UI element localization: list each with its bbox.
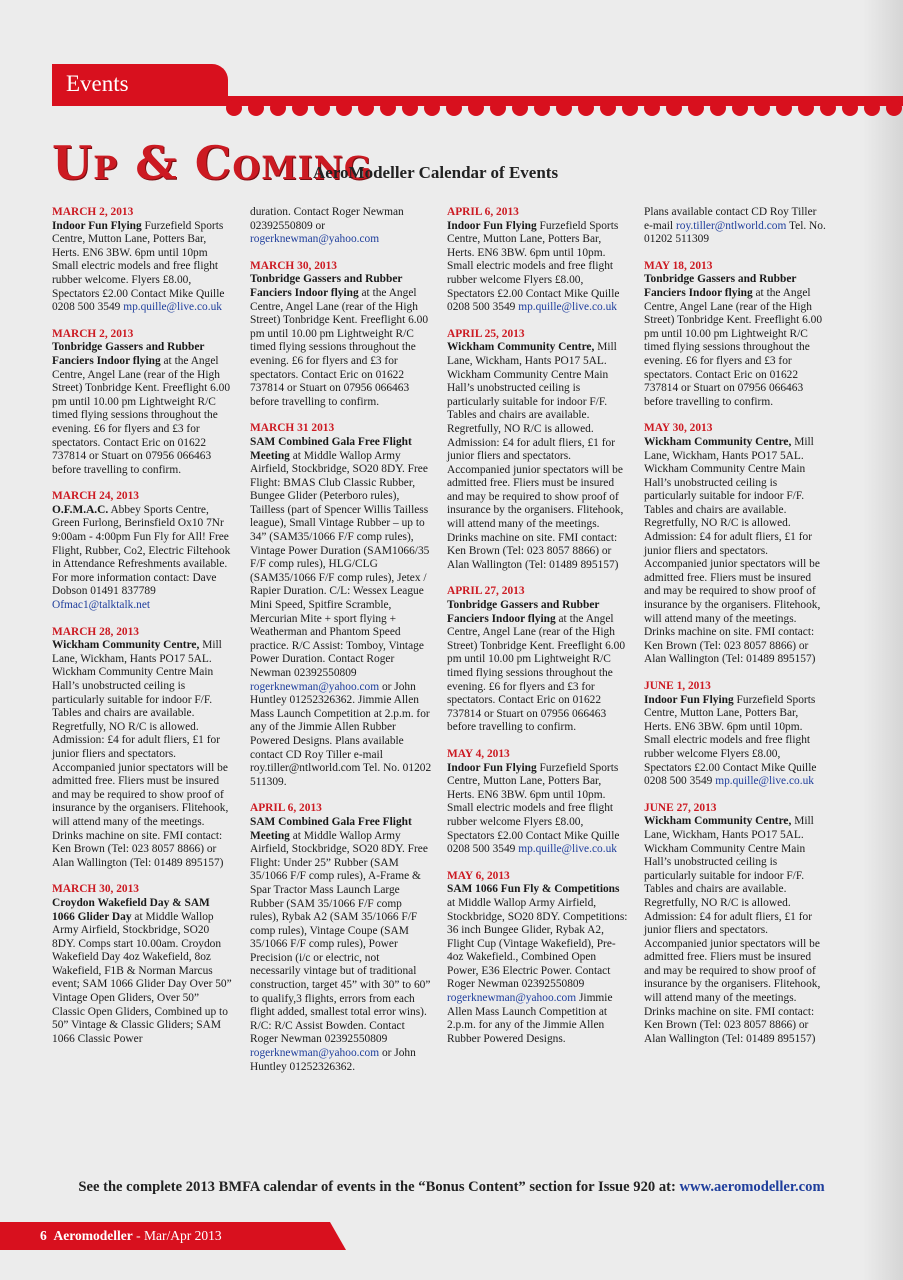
event-details: Furzefield Sports Centre, Mutton Lane, Potters Bar, Herts. EN6 3BW. 6pm until 10pm Small electric models and free flight rubber welcome. Flyers £8.00, Spectators £2.00 Contact Mike Quille 0208 500 3549	[52, 219, 225, 314]
event-body	[250, 206, 432, 247]
scallop-dot	[732, 100, 748, 116]
event-date: MAY 6, 2013	[447, 869, 510, 882]
event-entry	[52, 626, 234, 871]
event-contact-link[interactable]: mp.quille@live.co.uk	[715, 775, 814, 788]
event-body	[644, 694, 826, 789]
scallop-dot	[600, 100, 616, 116]
event-name: Wickham Community Centre,	[644, 815, 792, 828]
event-name: Tonbridge Gassers and Rubber Fanciers Indoor flying	[447, 599, 600, 625]
event-contact-link[interactable]: roy.tiller@ntlworld.com	[675, 219, 787, 232]
event-contact-link[interactable]: rogerknewman@yahoo.com	[250, 233, 380, 246]
event-entry	[447, 206, 629, 315]
scallop-dot	[578, 100, 594, 116]
scallop-dot	[402, 100, 418, 116]
event-name: Tonbridge Gassers and Rubber Fanciers Indoor flying	[250, 273, 403, 299]
event-body	[447, 220, 629, 315]
page-number: 6	[40, 1228, 47, 1243]
event-details: at the Angel Centre, Angel Lane (rear of the High Street) Tonbridge Kent. Freeflight 6.00 pm until 10.00 pm Lightweight R/C timed flying sessions throughout the evening. £6 for flyers and £3 for spectators. Contact Eric on 01622 737814 or Stuart on 07956 066463 before travelling to confirm.	[447, 612, 626, 734]
page-edge-shadow	[863, 0, 903, 1280]
event-body	[644, 815, 826, 1046]
event-date: MARCH 2, 2013	[52, 206, 134, 218]
scallop-dot	[534, 100, 550, 116]
event-date: APRIL 27, 2013	[447, 585, 525, 598]
event-name: Tonbridge Gassers and Rubber Fanciers Indoor flying	[644, 273, 797, 299]
footer-folio	[40, 1228, 222, 1244]
event-name: Croydon Wakefield Day & SAM 1066 Glider Day	[52, 896, 210, 923]
scallop-dot	[314, 100, 330, 116]
event-name: Tonbridge Gassers and Rubber Fanciers Indoor flying	[52, 341, 205, 367]
event-entry	[52, 328, 234, 478]
scallop-dot	[380, 100, 396, 116]
event-entry	[52, 883, 234, 1046]
event-name: SAM 1066 Fun Fly & Competitions	[447, 883, 620, 896]
scallop-dot	[754, 100, 770, 116]
bonus-content-notice	[0, 1179, 903, 1196]
event-body	[52, 897, 234, 1047]
event-details-tail: or John Huntley 01252326362.	[250, 1047, 416, 1073]
event-body	[644, 206, 826, 247]
events-column-2	[250, 206, 432, 1087]
event-body	[250, 273, 432, 409]
event-date: JUNE 1, 2013	[644, 680, 711, 692]
event-details-tail: Tel. No. 01202 511309	[644, 219, 826, 246]
event-body	[52, 504, 234, 613]
event-details: Mill Lane, Wickham, Hants PO17 5AL. Wickham Community Centre Main Hall’s unobstructed ceiling is particularly suitable for indoor F/F. Tables and chairs are available. Regretfully, NO R/C is allowed. Admission: £4 for adult fliers, £1 for junior fliers and spectators. Accompanied junior spectators will be admitted free. Fliers must be insured and may be required to show proof of insurance by the organisers. Flitehook, will attend many of the meetings. Drinks machine on site. FMI contact: Ken Brown (Tel: 023 8057 8866) or Alan Wallington (Tel: 01489 895157)	[644, 815, 821, 1045]
event-contact-link[interactable]: mp.quille@live.co.uk	[518, 843, 617, 856]
event-contact-link[interactable]: rogerknewman@yahoo.com	[250, 680, 380, 693]
event-body	[447, 341, 629, 572]
event-details: at Middle Wallop Army Airfield, Stockbridge, SO20 8DY. Comps start 10.00am. Croydon Wakefield Day 4oz Wakefield, 8oz Wakefield, F1B & Norman Marcus event; SAM 1066 Glider Day Over 50” Vintage Open Gliders, Over 50” Classic Open Gliders, Combined up to 50” Vintage & Classic Gliders; SAM 1066 Classic Power	[52, 910, 232, 1045]
section-label: Events	[66, 71, 129, 96]
scallop-dot	[248, 100, 264, 116]
event-name: Wickham Community Centre,	[52, 639, 200, 652]
scallop-dot	[270, 100, 286, 116]
event-name: Indoor Fun Flying	[644, 693, 734, 706]
event-date: MARCH 30, 2013	[52, 883, 140, 896]
scallop-dot	[864, 100, 880, 116]
event-details: at the Angel Centre, Angel Lane (rear of the High Street) Tonbridge Kent. Freeflight 6.00 pm until 10.00 pm Lightweight R/C timed flying sessions throughout the evening. £6 for flyers and £3 for spectators. Contact Eric on 01622 737814 or Stuart on 07956 066463 before travelling to confirm.	[52, 354, 231, 476]
event-name: SAM Combined Gala Free Flight Meeting	[250, 815, 412, 842]
event-contact-link[interactable]: mp.quille@live.co.uk	[123, 301, 222, 314]
event-entry	[250, 802, 432, 1074]
event-date: MARCH 30, 2013	[250, 259, 338, 272]
event-details: at Middle Wallop Army Airfield, Stockbridge, SO20 8DY. Free Flight: Under 25” Rubber (SAM 35/1066 F/F comp rules), A-Frame & Spar Tractor Mass Launch Large Rubber (SAM 35/1066 F/F comp rules), Rybak A2 (SAM 35/1066 F/F comp rules), Vintage Coupe (SAM 35/1066 F/F comp rules), Power Precision (i/c or electric, not necessarily vintage but of traditional construction, target 45” with 30” to 60” to qualify,3 flights, errors from each flight added, smallest total error wins). R/C: R/C Assist Bowden. Contact Roger Newman 02392550809	[250, 829, 431, 1046]
event-details: duration. Contact Roger Newman 02392550809 or	[250, 206, 404, 232]
event-details: Mill Lane, Wickham, Hants PO17 5AL. Wickham Community Centre Main Hall’s unobstructed ceiling is particularly suitable for indoor F/F. Tables and chairs are available. Regretfully, NO R/C is allowed. Admission: £4 for adult fliers, £1 for junior fliers and spectators. Accompanied junior spectators will be admitted free. Fliers must be insured and may be required to show proof of insurance by the organisers. Flitehook, will attend many of the meetings. Drinks machine on site. FMI contact: Ken Brown (Tel: 023 8057 8866) or Alan Wallington (Tel: 01489 895157)	[52, 639, 229, 869]
scallop-dot	[556, 100, 572, 116]
event-details: at the Angel Centre, Angel Lane (rear of the High Street) Tonbridge Kent. Freeflight 6.00 pm until 10.00 pm Lightweight R/C timed flying sessions throughout the evening. £6 for flyers and £3 for spectators. Contact Eric on 01622 737814 or Stuart on 07956 066463 before travelling to confirm.	[644, 286, 823, 408]
event-details: Furzefield Sports Centre, Mutton Lane, Potters Bar, Herts. EN6 3BW. 6pm until 10pm. Small electric models and free flight rubber welcome Flyers £8.00, Spectators £2.00 Contact Mike Quille 0208 500 3549	[447, 219, 620, 314]
event-details: Mill Lane, Wickham, Hants PO17 5AL. Wickham Community Centre Main Hall’s unobstructed ceiling is particularly suitable for indoor F/F. Tables and chairs are available. Regretfully, NO R/C is allowed. Admission: £4 for adult fliers, £1 for junior fliers and spectators. Accompanied junior spectators will be admitted free. Fliers must be insured and may be required to show proof of insurance by the organisers. Flitehook, will attend many of the meetings. Drinks machine on site. FMI contact: Ken Brown (Tel: 023 8057 8866) or Alan Wallington (Tel: 01489 895157)	[447, 341, 624, 571]
event-body	[52, 639, 234, 870]
scallop-dot	[886, 100, 902, 116]
magazine-name: Aeromodeller	[53, 1228, 133, 1243]
event-entry	[644, 260, 826, 410]
scallop-dot	[446, 100, 462, 116]
event-body	[644, 273, 826, 409]
event-date: MARCH 31 2013	[250, 422, 335, 435]
event-details: at Middle Wallop Army Airfield, Stockbridge, SO20 8DY. Free Flight: BMAS Club Classic Rubber, Bungee Glider (Peterboro rules), Tailless (part of Spencer Willis Tailless league), Small Vintage Rubber – up to 34” (SAM35/1066 F/F comp rules), Vintage Power Duration (SAM1066/35 F/F comp rules), HLG/CLG (SAM35/1066 F/F comp rules), Jetex / Rapier Duration. C/L: Wessex League Mini Speed, Spitfire Scramble, Mercurian Mite + sport flying + Weatherman and Phantom Speed practice. R/C Assist: Tomboy, Vintage Power Duration. Contact Roger Newman 02392550809	[250, 449, 430, 679]
events-column-1	[52, 206, 234, 1059]
event-name: Indoor Fun Flying	[447, 219, 537, 232]
scallop-dot	[798, 100, 814, 116]
scallop-dot	[622, 100, 638, 116]
event-contact-link[interactable]: rogerknewman@yahoo.com	[447, 992, 577, 1005]
event-details: at the Angel Centre, Angel Lane (rear of the High Street) Tonbridge Kent. Freeflight 6.00 pm until 10.00 pm Lightweight R/C timed flying sessions throughout the evening. £6 for flyers and £3 for spectators. Contact Eric on 01622 737814 or Stuart on 07956 066463 before travelling to confirm.	[250, 286, 429, 408]
event-name: Indoor Fun Flying	[447, 761, 537, 774]
event-date: MAY 18, 2013	[644, 259, 713, 272]
scallop-dot	[292, 100, 308, 116]
scallop-dot	[358, 100, 374, 116]
event-body	[447, 599, 629, 735]
event-details: at Middle Wallop Army Airfield, Stockbridge, SO20 8DY. Competitions: 36 inch Bungee Glider, Rybak A2, Flight Cup (Vintage Wakefield), Pre-4oz Wakefield., Combined Open Power, E36 Electric Power. Contact Roger Newman 02392550809	[447, 896, 628, 991]
event-body	[52, 341, 234, 477]
event-entry	[447, 585, 629, 735]
event-entry	[447, 748, 629, 857]
event-details: Abbey Sports Centre, Green Furlong, Berinsfield Ox10 7Nr 9:00am - 4:00pm Fun Fly for All! Free Flight, Rubber, Co2, Electric Filtehook in Attendance Refreshments available. For more information contact: Dave Dobson 01491 837789	[52, 503, 231, 598]
scallop-dot	[688, 100, 704, 116]
event-body	[644, 436, 826, 667]
event-date: MAY 4, 2013	[447, 747, 510, 760]
event-entry	[250, 260, 432, 410]
event-entry	[644, 422, 826, 667]
event-date: APRIL 6, 2013	[447, 206, 519, 218]
event-entry	[52, 490, 234, 612]
event-body	[250, 436, 432, 789]
website-link[interactable]: www.aeromodeller.com	[679, 1179, 825, 1195]
event-date: MARCH 24, 2013	[52, 490, 140, 503]
header-scallop-border	[224, 100, 903, 116]
event-name: Wickham Community Centre,	[447, 341, 595, 354]
event-details: Mill Lane, Wickham, Hants PO17 5AL. Wickham Community Centre Main Hall’s unobstructed ceiling is particularly suitable for indoor F/F. Tables and chairs are available. Regretfully, NO R/C is allowed. Admission: £4 for adult fliers, £1 for junior fliers and spectators. Accompanied junior spectators will be admitted free. Fliers must be insured and may be required to show proof of insurance by the organisers. Flitehook, will attend many of the meetings. Drinks machine on site. FMI contact: Ken Brown (Tel: 023 8057 8866) or Alan Wallington (Tel: 01489 895157)	[644, 435, 821, 666]
event-details-tail: Jimmie Allen Mass Launch Competition at 2.p.m. for any of the Jimmie Allen Rubber Powered Designs.	[447, 992, 613, 1045]
event-body	[447, 762, 629, 857]
event-name: O.F.M.A.C.	[52, 503, 109, 516]
events-column-4	[644, 206, 826, 1059]
event-entry	[644, 680, 826, 789]
scallop-dot	[776, 100, 792, 116]
issue-date: - Mar/Apr 2013	[136, 1228, 222, 1243]
event-entry	[447, 328, 629, 573]
event-name: Indoor Fun Flying	[52, 219, 142, 232]
event-details: Furzefield Sports Centre, Mutton Lane, Potters Bar, Herts. EN6 3BW. 6pm until 10pm. Small electric models and free flight rubber welcome Flyers £8.00, Spectators £2.00 Contact Mike Quille 0208 500 3549	[447, 761, 620, 856]
events-column-3	[447, 206, 629, 1059]
event-contact-link[interactable]: mp.quille@live.co.uk	[518, 301, 617, 314]
event-name: SAM Combined Gala Free Flight Meeting	[250, 435, 412, 462]
event-body	[447, 883, 629, 1046]
event-date: JUNE 27, 2013	[644, 801, 717, 814]
scallop-dot	[666, 100, 682, 116]
event-entry	[52, 206, 234, 315]
page-title: Up & Coming	[52, 136, 373, 190]
scallop-dot	[820, 100, 836, 116]
event-entry	[644, 206, 826, 247]
event-date: APRIL 6, 2013	[250, 802, 322, 815]
event-date: MARCH 28, 2013	[52, 625, 140, 638]
event-entry	[250, 206, 432, 247]
event-name: Wickham Community Centre,	[644, 435, 792, 448]
event-entry	[447, 870, 629, 1047]
scallop-dot	[710, 100, 726, 116]
scallop-dot	[226, 100, 242, 116]
notice-text: See the complete 2013 BMFA calendar of events in the “Bonus Content” section for Issue 920 at:	[78, 1179, 676, 1195]
scallop-dot	[336, 100, 352, 116]
event-body	[250, 816, 432, 1074]
event-details: Plans available contact CD Roy Tiller e-mail	[644, 206, 817, 232]
scallop-dot	[424, 100, 440, 116]
event-entry	[250, 422, 432, 789]
event-contact-link[interactable]: Ofmac1@talktalk.net	[52, 599, 151, 612]
page-subtitle: AeroModeller Calendar of Events	[313, 163, 559, 182]
event-date: APRIL 25, 2013	[447, 327, 525, 340]
event-date: MARCH 2, 2013	[52, 327, 134, 340]
event-details: Furzefield Sports Centre, Mutton Lane, Potters Bar, Herts. EN6 3BW. 6pm until 10pm. Small electric models and free flight rubber welcome Flyers £8.00, Spectators £2.00 Contact Mike Quille 0208 500 3549	[644, 693, 817, 788]
scallop-dot	[468, 100, 484, 116]
event-body	[52, 220, 234, 315]
event-entry	[644, 802, 826, 1047]
scallop-dot	[490, 100, 506, 116]
scallop-dot	[644, 100, 660, 116]
event-contact-link[interactable]: rogerknewman@yahoo.com	[250, 1047, 380, 1060]
event-date: MAY 30, 2013	[644, 422, 713, 435]
scallop-dot	[842, 100, 858, 116]
scallop-dot	[512, 100, 528, 116]
event-details-tail: or John Huntley 01252326362. Jimmie Allen Mass Launch Competition at 2.p.m. for any of the Jimmie Allen Rubber Powered Designs. Plans available contact CD Roy Tiller e-mail roy.tiller@ntlworld.com Tel. No. 01202 511309.	[250, 680, 432, 788]
